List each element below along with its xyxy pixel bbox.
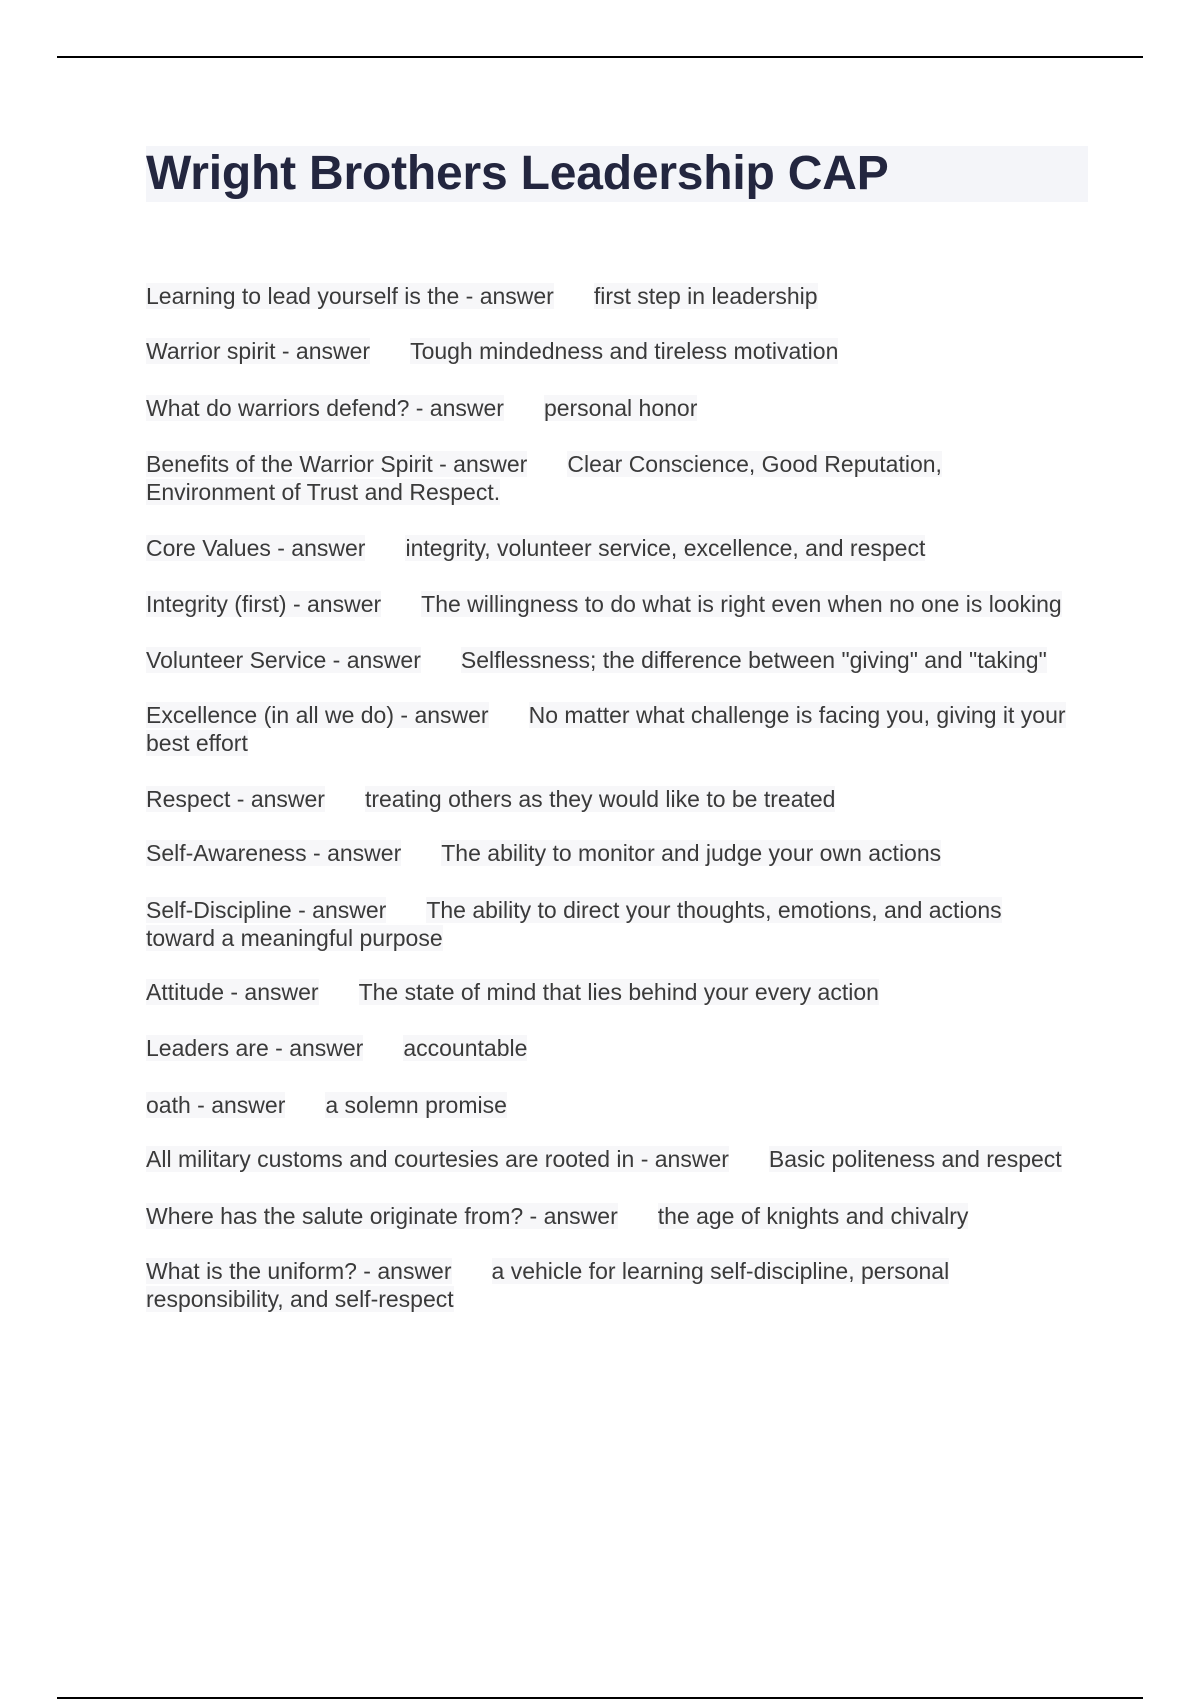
qa-question: Volunteer Service - answer <box>146 647 421 673</box>
qa-answer: personal honor <box>543 395 698 421</box>
document-body <box>146 146 1088 1313</box>
qa-item <box>146 839 1066 867</box>
qa-item <box>146 896 1066 952</box>
qa-question: Integrity (first) - answer <box>146 591 382 617</box>
qa-question: Where has the salute originate from? - answer <box>146 1203 618 1229</box>
qa-answer: The ability to monitor and judge your own actions <box>441 840 942 866</box>
qa-question: Attitude - answer <box>146 979 319 1005</box>
qa-question: What do warriors defend? - answer <box>146 395 504 421</box>
qa-item <box>146 590 1066 618</box>
qa-answer: first step in leadership <box>593 283 818 309</box>
qa-question: Leaders are - answer <box>146 1035 364 1061</box>
qa-question: All military customs and courtesies are rooted in - answer <box>146 1146 729 1172</box>
qa-answer: integrity, volunteer service, excellence, and respect <box>405 535 926 561</box>
qa-answer: a vehicle for learning self-discipline, personal responsibility, and self-respect <box>146 1258 950 1312</box>
qa-answer: Selflessness; the difference between "giving" and "taking" <box>460 647 1047 673</box>
qa-question: Benefits of the Warrior Spirit - answer <box>146 451 528 477</box>
document-title: Wright Brothers Leadership CAP <box>146 146 1088 202</box>
qa-answer: Clear Conscience, Good Reputation, Environment of Trust and Respect. <box>146 451 942 505</box>
qa-item <box>146 646 1066 674</box>
qa-answer: The ability to direct your thoughts, emotions, and actions toward a meaningful purpose <box>146 897 1002 951</box>
qa-list <box>146 282 1088 1313</box>
qa-question: Excellence (in all we do) - answer <box>146 702 489 728</box>
qa-item <box>146 337 1066 365</box>
top-rule <box>57 56 1143 58</box>
qa-item <box>146 701 1066 757</box>
qa-item <box>146 1091 1066 1119</box>
qa-answer: accountable <box>403 1035 528 1061</box>
qa-item <box>146 978 1066 1006</box>
qa-item <box>146 1257 1066 1313</box>
qa-answer: The state of mind that lies behind your every action <box>358 979 879 1005</box>
qa-answer: No matter what challenge is facing you, giving it your best effort <box>146 702 1066 756</box>
qa-answer: The willingness to do what is right even when no one is looking <box>421 591 1062 617</box>
qa-question: Learning to lead yourself is the - answer <box>146 283 554 309</box>
qa-question: Respect - answer <box>146 786 325 812</box>
qa-item <box>146 1034 1066 1062</box>
qa-question: Core Values - answer <box>146 535 366 561</box>
qa-answer: Basic politeness and respect <box>768 1146 1062 1172</box>
qa-answer: Tough mindedness and tireless motivation <box>410 338 839 364</box>
qa-answer: the age of knights and chivalry <box>657 1203 969 1229</box>
qa-answer: a solemn promise <box>325 1092 507 1118</box>
qa-answer: treating others as they would like to be treated <box>364 786 836 812</box>
qa-item <box>146 534 1066 562</box>
bottom-rule <box>57 1697 1143 1699</box>
qa-item <box>146 1202 1066 1230</box>
qa-item <box>146 394 1066 422</box>
qa-item <box>146 282 1066 310</box>
qa-question: Self-Discipline - answer <box>146 897 387 923</box>
qa-item <box>146 1145 1066 1173</box>
qa-question: What is the uniform? - answer <box>146 1258 452 1284</box>
qa-question: Self-Awareness - answer <box>146 840 402 866</box>
qa-question: Warrior spirit - answer <box>146 338 371 364</box>
qa-item <box>146 785 1066 813</box>
qa-item <box>146 450 1066 506</box>
qa-question: oath - answer <box>146 1092 286 1118</box>
